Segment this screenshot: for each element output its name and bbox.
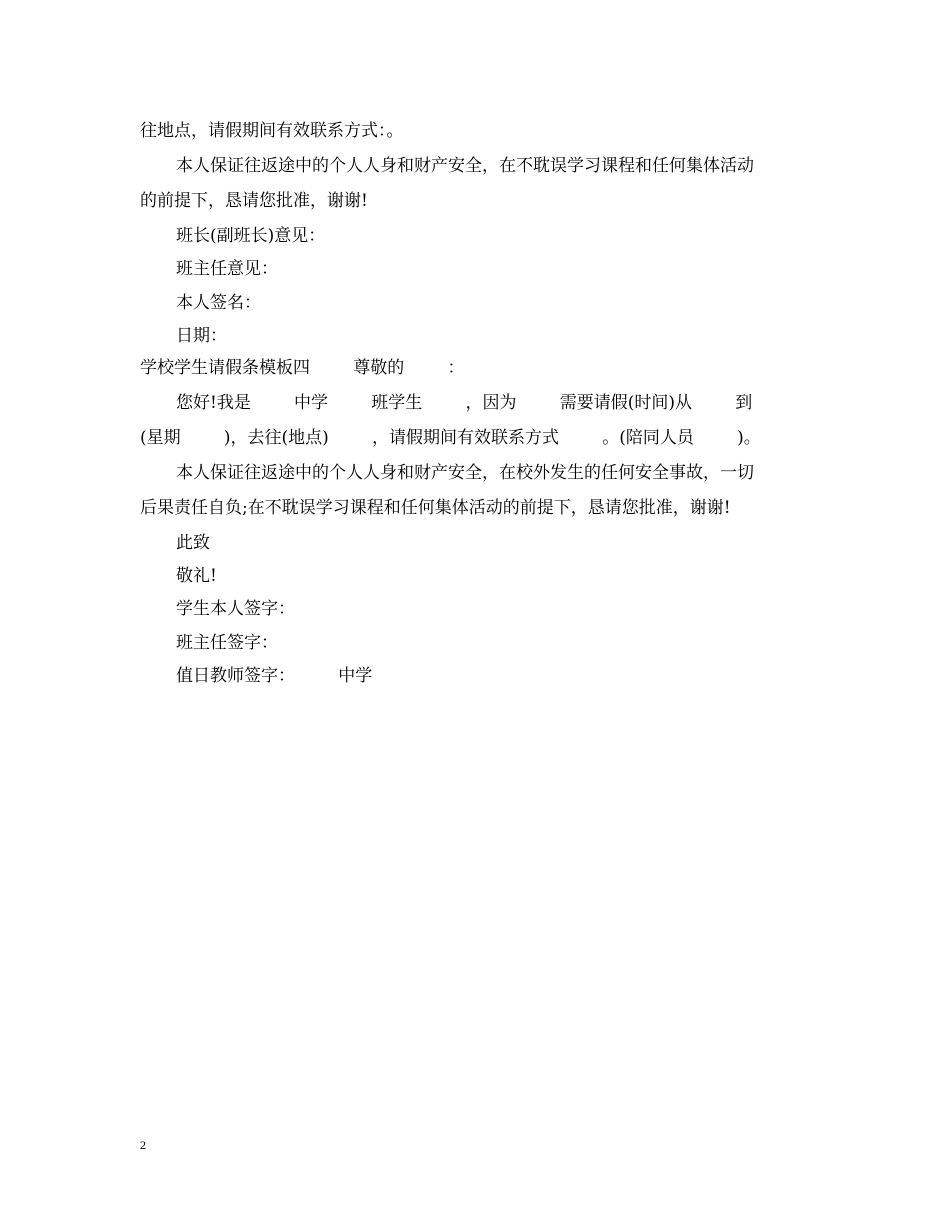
text-line-teacher-signature: 班主任签字： [176,633,278,653]
text-line-template-four-heading: 学校学生请假条模板四 尊敬的 ： [140,358,465,378]
text-line-salute: 敬礼! [176,566,217,586]
text-line-duty-teacher-signature: 值日教师签字： 中学 [176,666,373,686]
text-line-safety-pledge: 本人保证往返途中的个人人身和财产安全，在不耽误学习课程和任何集体活动 [176,156,754,176]
text-line-monitor-opinion: 班长(副班长)意见： [176,226,326,246]
text-line-student-signature: 学生本人签字： [176,599,295,619]
text-line-date: 日期： [176,326,227,346]
text-line-contact-end: 往地点，请假期间有效联系方式：。 [140,121,404,141]
page-number: 2 [140,1138,146,1152]
text-line-safety-pledge-2: 本人保证往返途中的个人人身和财产安全，在校外发生的任何安全事故，一切 [176,463,754,483]
text-line-signature: 本人签名： [176,293,261,313]
text-line-greeting: 您好!我是 中学 班学生 ，因为 需要请假(时间)从 到 [176,393,753,413]
text-line-leave-details: (星期 )，去往(地点) ，请假期间有效联系方式 。(陪同人员 )。 [140,428,761,448]
text-line-approval-request: 的前提下，恳请您批准，谢谢! [140,191,368,211]
text-line-responsibility: 后果责任自负;在不耽误学习课程和任何集体活动的前提下，恳请您批准，谢谢! [140,498,731,518]
text-line-closing: 此致 [176,533,210,553]
text-line-teacher-opinion: 班主任意见： [176,259,278,279]
